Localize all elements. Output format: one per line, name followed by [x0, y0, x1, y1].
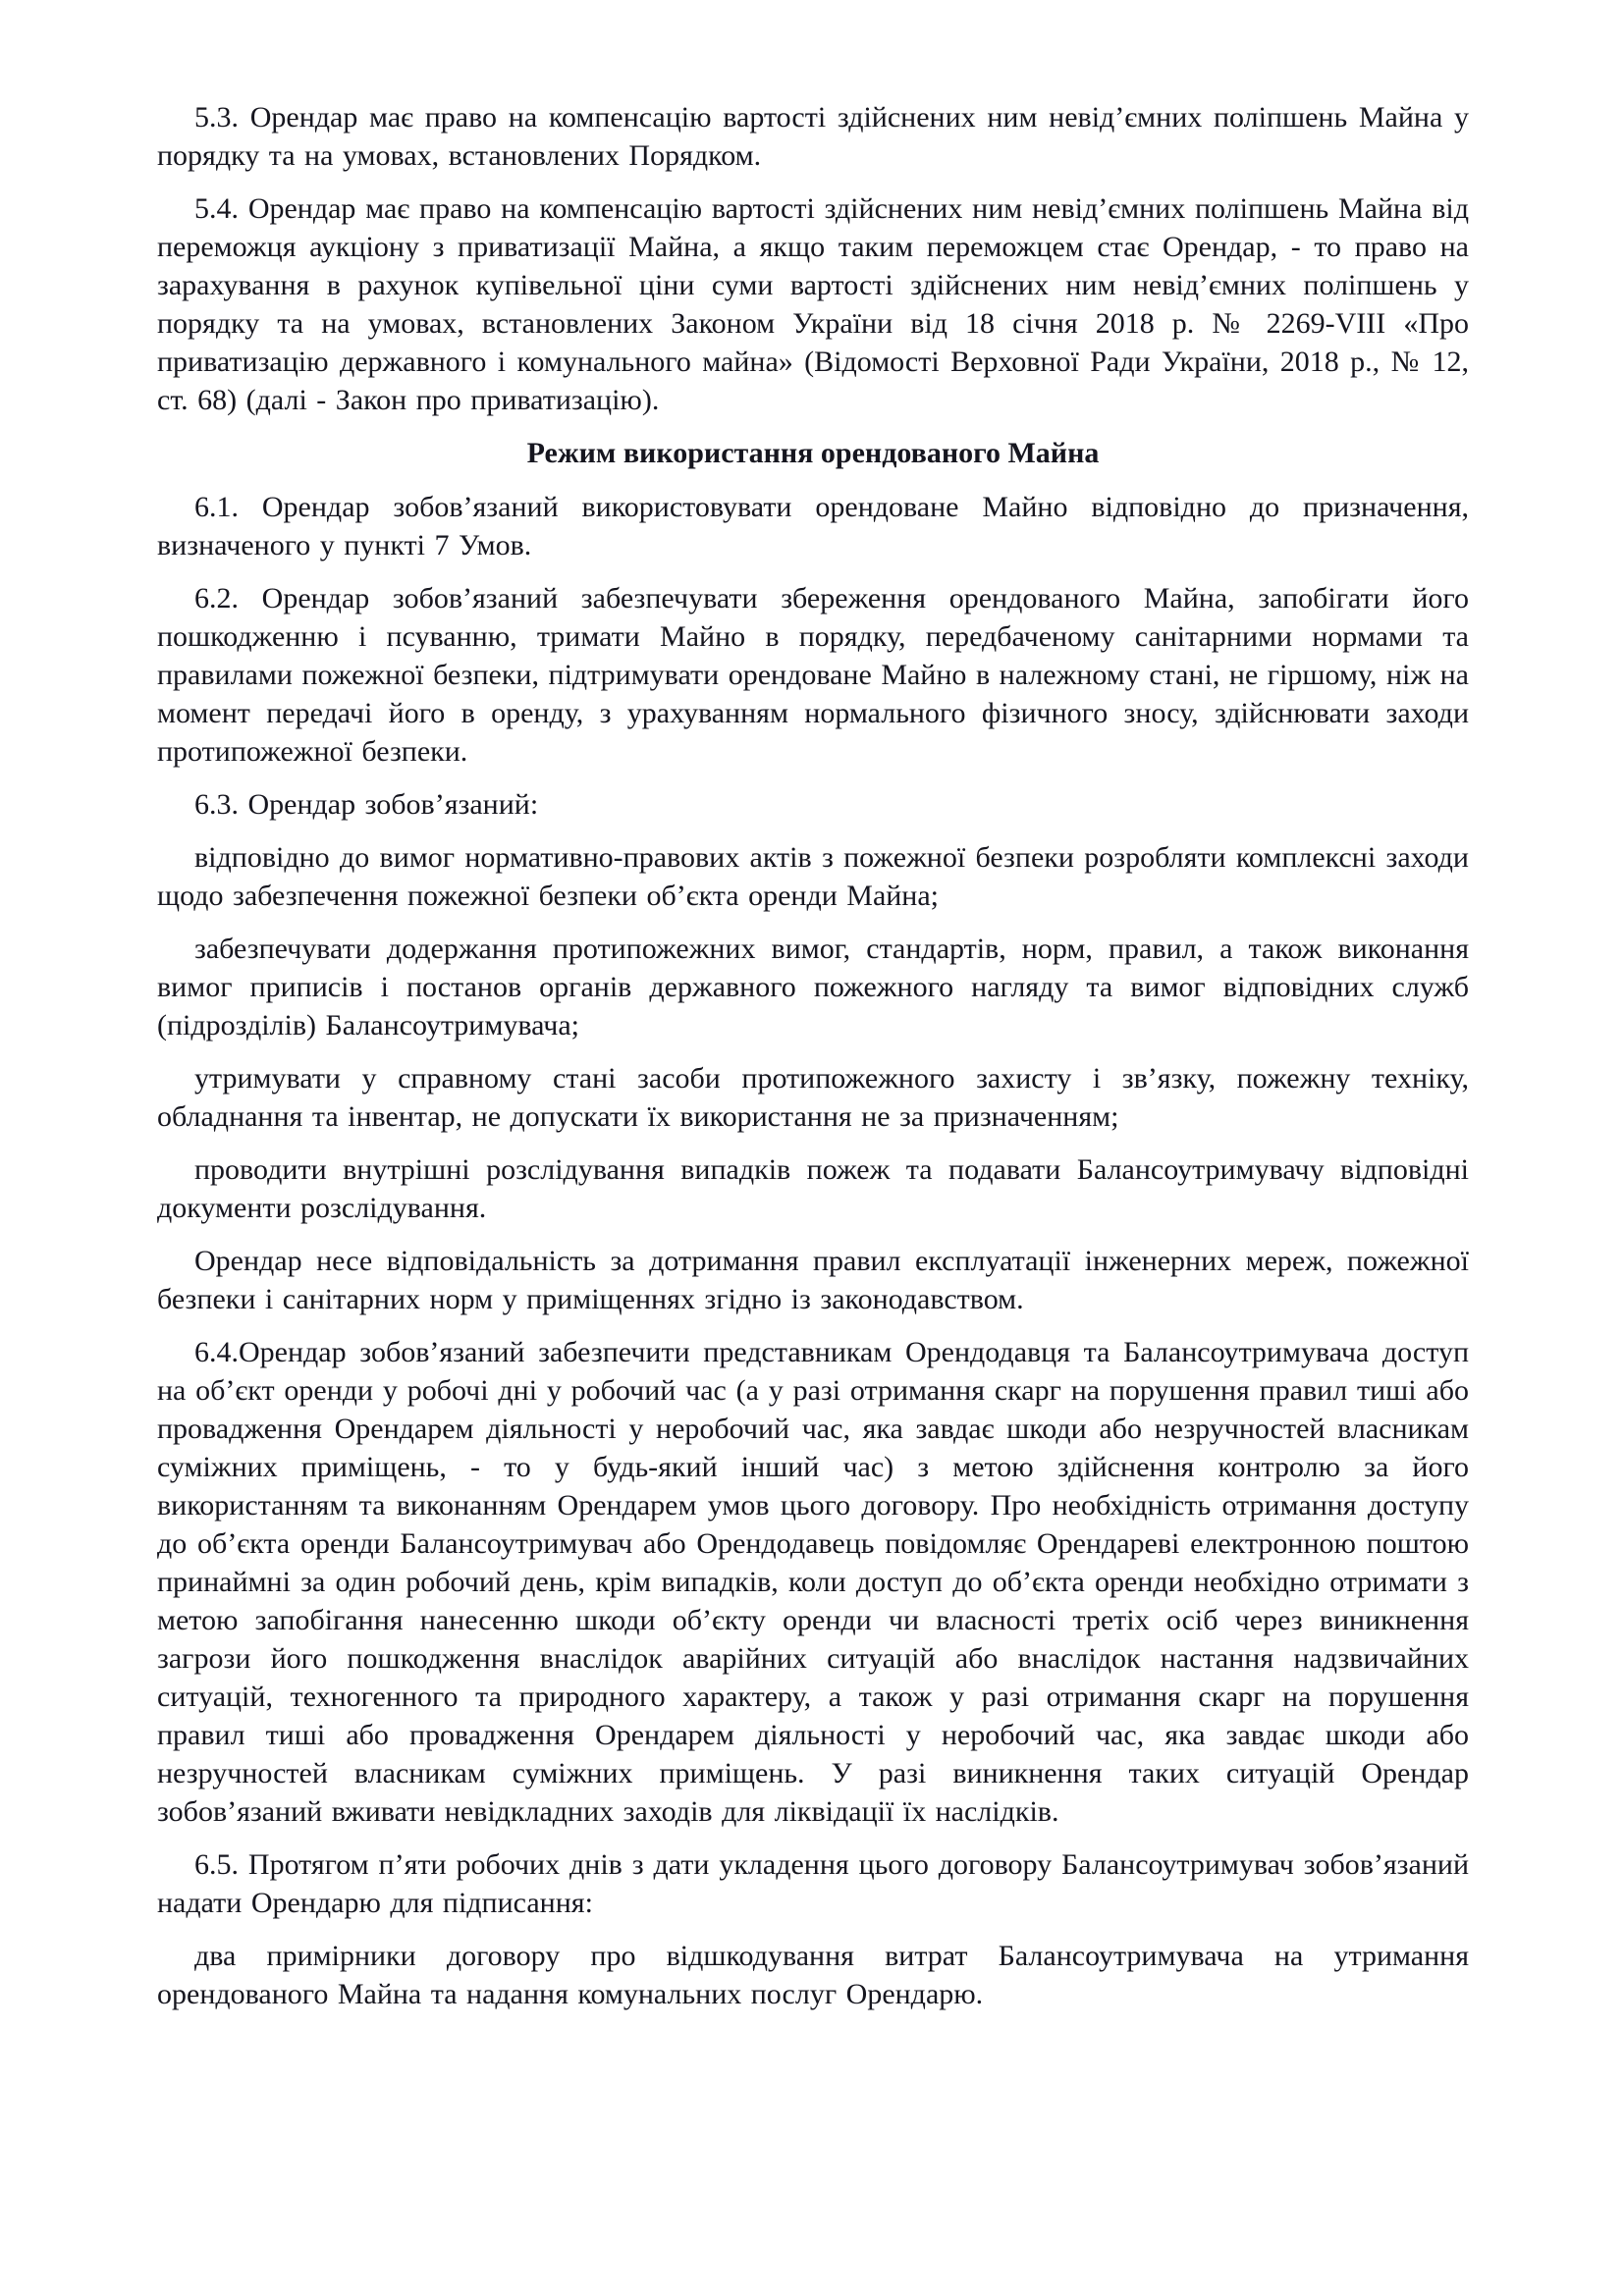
section-heading: Режим використання орендованого Майна [526, 437, 1100, 469]
paragraph-5-4: 5.4. Орендар має право на компенсацію вартості здійснених ним невід’ємних поліпшень Майна від переможця аукціону з приватизації Майна, а якщо таким переможцем стає Орендар, - то право на зарахування в рахунок купівельної ціни суми вартості здійснених ним невід’ємних поліпшень у порядку та на умовах, встановлених Законом України від 18 січня 2018 р. № 2269-VIII «Про приватизацію державного і комунального майна» (Відомості Верховної Ради України, 2018 р., № 12, ст. 68) (далі - Закон про приватизацію). [157, 192, 1469, 416]
paragraph-5-3: 5.3. Орендар має право на компенсацію вартості здійснених ним невід’ємних поліпшень Майна у порядку та на умовах, встановлених Порядком. [157, 101, 1469, 172]
paragraph-6-3: 6.3. Орендар зобов’язаний: [194, 788, 539, 821]
paragraph-6-3-item-fire-measures: відповідно до вимог нормативно-правових актів з пожежної безпеки розробляти комплексні заходи щодо забезпечення пожежної безпеки об’єкта оренди Майна; [157, 841, 1469, 912]
paragraph-6-3-item-fire-compliance: забезпечувати додержання протипожежних вимог, стандартів, норм, правил, а також виконання вимог приписів і постанов органів державного пожежного нагляду та вимог відповідних служб (підрозділів) Балансоутримувача; [157, 933, 1469, 1041]
paragraph-6-4: 6.4.Орендар зобов’язаний забезпечити представникам Орендодавця та Балансоутримувача доступ на об’єкт оренди у робочі дні у робочий час (а у разі отримання скарг на порушення правил тиші або провадження Орендарем діяльності у неробочий час, яка завдає шкоди або незручностей власникам суміжних приміщень, - то у будь-який інший час) з метою здійснення контролю за його використанням та виконанням Орендарем умов цього договору. Про необхідність отримання доступу до об’єкта оренди Балансоутримувач або Орендодавець повідомляє Орендареві електронною поштою принаймні за один робочий день, крім випадків, коли доступ до об’єкта оренди необхідно отримати з метою запобігання нанесенню шкоди об’єкту оренди чи власності третіх осіб через виникнення загрози його пошкодження внаслідок аварійних ситуацій або внаслідок настання надзвичайних ситуацій, техногенного та природного характеру, а також у разі отримання скарг на порушення правил тиші або провадження Орендарем діяльності у неробочий час, яка завдає шкоди або незручностей власникам суміжних приміщень. У разі виникнення таких ситуацій Орендар зобов’язаний вживати невідкладних заходів для ліквідації їх наслідків. [157, 1336, 1469, 1828]
paragraph-6-3-responsibility: Орендар несе відповідальність за дотримання правил експлуатації інженерних мереж, пожежної безпеки і санітарних норм у приміщеннях згідно із законодавством. [157, 1245, 1469, 1315]
paragraph-6-5-item-copies: два примірники договору про відшкодування витрат Балансоутримувача на утримання орендованого Майна та надання комунальних послуг Орендарю. [157, 1940, 1469, 2010]
document-body [157, 98, 1469, 2013]
paragraph-6-5: 6.5. Протягом п’яти робочих днів з дати укладення цього договору Балансоутримувач зобов’язаний надати Орендарю для підписання: [157, 1848, 1469, 1919]
paragraph-6-3-item-fire-equipment: утримувати у справному стані засоби протипожежного захисту і зв’язку, пожежну техніку, обладнання та інвентар, не допускати їх використання не за призначенням; [157, 1062, 1469, 1133]
paragraph-6-1: 6.1. Орендар зобов’язаний використовувати орендоване Майно відповідно до призначення, визначеного у пункті 7 Умов. [157, 491, 1469, 561]
paragraph-6-3-item-investigations: проводити внутрішні розслідування випадків пожеж та подавати Балансоутримувачу відповідні документи розслідування. [157, 1153, 1469, 1224]
paragraph-6-2: 6.2. Орендар зобов’язаний забезпечувати збереження орендованого Майна, запобігати його пошкодженню і псуванню, тримати Майно в порядку, передбаченому санітарними нормами та правилами пожежної безпеки, підтримувати орендоване Майно в належному стані, не гіршому, ніж на момент передачі його в оренду, з урахуванням нормального фізичного зносу, здійснювати заходи протипожежної безпеки. [157, 582, 1469, 768]
